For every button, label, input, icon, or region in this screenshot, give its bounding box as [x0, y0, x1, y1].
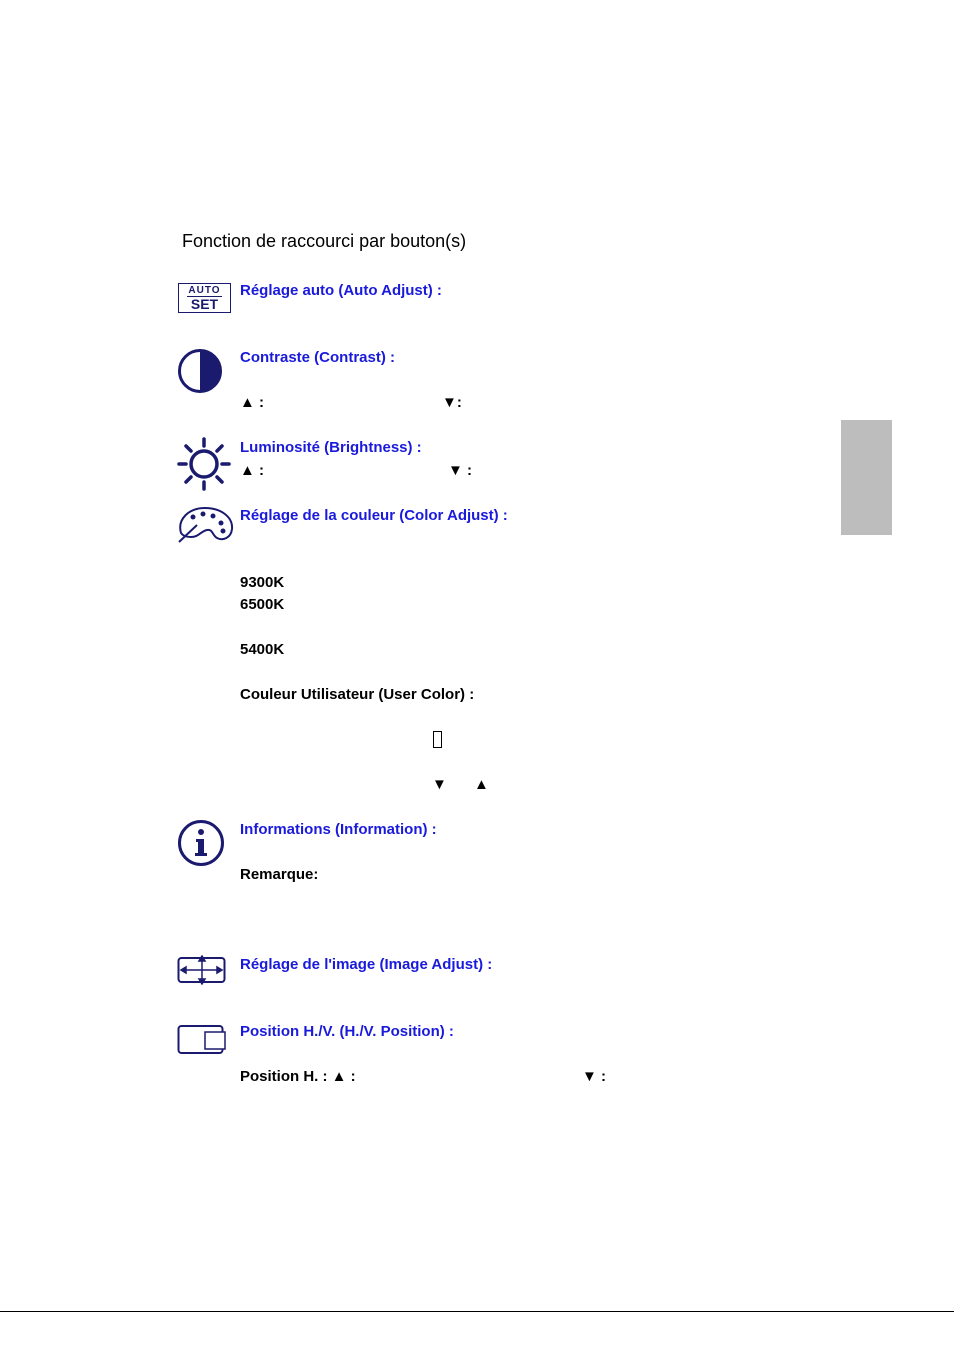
brightness-up: ▲ : — [240, 462, 265, 479]
page-heading: Fonction de raccourci par bouton(s) — [182, 231, 467, 251]
brightness-down: ▼ : — [448, 462, 473, 479]
color-option-6500k: 6500K — [240, 596, 285, 613]
color-adjust-title: Réglage de la couleur (Color Adjust) : — [240, 507, 508, 524]
side-tab — [841, 420, 892, 535]
user-color-down: ▼ — [432, 776, 447, 793]
auto-adjust-title: Réglage auto (Auto Adjust) : — [240, 282, 442, 299]
color-option-5400k: 5400K — [240, 641, 285, 658]
h-position-down: ▼ : — [582, 1068, 607, 1085]
information-title: Informations (Information) : — [240, 821, 437, 838]
image-adjust-title: Réglage de l'image (Image Adjust) : — [240, 956, 493, 973]
information-note: Remarque: — [240, 866, 319, 883]
position-icon — [177, 1024, 227, 1056]
user-color-up: ▲ — [474, 776, 489, 793]
hv-position-title: Position H./V. (H./V. Position) : — [240, 1023, 454, 1040]
brightness-title: Luminosité (Brightness) : — [240, 439, 422, 456]
user-color-label: Couleur Utilisateur (User Color) : — [240, 686, 475, 703]
contrast-title: Contraste (Contrast) : — [240, 349, 396, 366]
color-option-9300k: 9300K — [240, 574, 285, 591]
footer-rule — [0, 1311, 954, 1312]
auto-set-icon: AUTO SET — [178, 283, 231, 313]
contrast-up: ▲ : — [240, 394, 265, 411]
h-position-label: Position H. : ▲ : — [240, 1068, 356, 1085]
palette-icon — [177, 505, 235, 543]
sun-icon — [176, 437, 232, 491]
selection-box-icon — [433, 731, 442, 748]
contrast-down: ▼: — [442, 394, 462, 411]
info-icon — [177, 819, 225, 867]
image-adjust-icon — [177, 955, 227, 985]
contrast-icon — [177, 348, 223, 394]
